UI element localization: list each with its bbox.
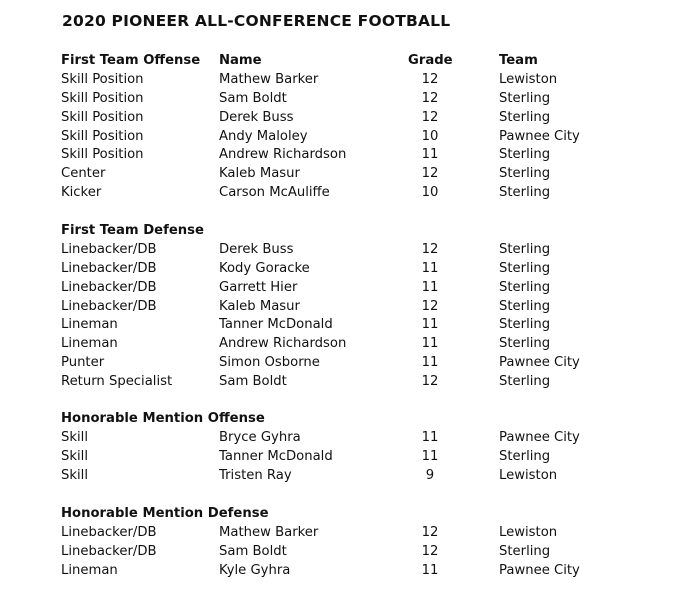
table-row xyxy=(0,316,691,335)
section-header-row xyxy=(0,410,691,429)
name-cell: Andrew Richardson xyxy=(219,336,347,352)
position-cell: Skill Position xyxy=(61,147,144,163)
team-cell: Sterling xyxy=(499,90,551,106)
team-cell: Sterling xyxy=(499,185,551,201)
table-row xyxy=(0,90,691,109)
grade-cell: 12 xyxy=(421,71,439,87)
section-header-row xyxy=(0,505,691,524)
team-cell: Lewiston xyxy=(499,524,558,540)
position-cell: Skill Position xyxy=(61,71,144,87)
grade-cell: 12 xyxy=(421,298,439,314)
name-cell: Sam Boldt xyxy=(219,374,287,390)
name-cell: Sam Boldt xyxy=(219,90,287,106)
name-cell: Kaleb Masur xyxy=(219,166,300,182)
table-row xyxy=(0,71,691,90)
name-cell: Kody Goracke xyxy=(219,260,310,276)
position-cell: Skill Position xyxy=(61,109,144,125)
grade-cell: 12 xyxy=(421,543,439,559)
column-header-team: Team xyxy=(499,53,538,68)
table-row xyxy=(0,298,691,317)
grade-cell: 11 xyxy=(421,147,439,163)
team-cell: Sterling xyxy=(499,298,551,314)
team-cell: Pawnee City xyxy=(499,429,580,445)
grade-cell: 12 xyxy=(421,524,439,540)
grade-cell: 12 xyxy=(421,374,439,390)
team-cell: Sterling xyxy=(499,147,551,163)
name-cell: Kaleb Masur xyxy=(219,298,300,314)
team-cell: Sterling xyxy=(499,260,551,276)
team-cell: Sterling xyxy=(499,336,551,352)
grade-cell: 12 xyxy=(421,109,439,125)
grade-cell: 11 xyxy=(421,260,439,276)
table-row xyxy=(0,562,691,581)
table-row xyxy=(0,241,691,260)
table-row xyxy=(0,146,691,165)
column-header-grade: Grade xyxy=(408,53,453,68)
section-first-team-defense xyxy=(0,222,691,392)
team-cell: Sterling xyxy=(499,317,551,333)
name-cell: Derek Buss xyxy=(219,241,294,257)
table-row xyxy=(0,165,691,184)
name-cell: Bryce Gyhra xyxy=(219,429,301,445)
table-row xyxy=(0,429,691,448)
team-cell: Lewiston xyxy=(499,467,558,483)
table-row xyxy=(0,260,691,279)
grade-cell: 11 xyxy=(421,279,439,295)
grade-cell: 12 xyxy=(421,90,439,106)
position-cell: Lineman xyxy=(61,562,118,578)
position-cell: Skill xyxy=(61,429,88,445)
table-row xyxy=(0,467,691,486)
position-cell: Skill xyxy=(61,448,88,464)
grade-cell: 11 xyxy=(421,429,439,445)
position-cell: Skill Position xyxy=(61,128,144,144)
position-cell: Center xyxy=(61,166,106,182)
name-cell: Tristen Ray xyxy=(219,467,292,483)
section-header-row xyxy=(0,52,691,71)
table-row xyxy=(0,354,691,373)
grade-cell: 11 xyxy=(421,562,439,578)
table-row xyxy=(0,448,691,467)
section-first-team-offense xyxy=(0,52,691,203)
name-cell: Simon Osborne xyxy=(219,355,320,371)
grade-cell: 10 xyxy=(421,185,439,201)
team-cell: Sterling xyxy=(499,241,551,257)
team-cell: Lewiston xyxy=(499,71,558,87)
section-honorable-mention-offense xyxy=(0,410,691,486)
grade-cell: 11 xyxy=(421,448,439,464)
name-cell: Tanner McDonald xyxy=(219,317,333,333)
team-cell: Pawnee City xyxy=(499,355,580,371)
name-cell: Andrew Richardson xyxy=(219,147,347,163)
document-title: 2020 PIONEER ALL-CONFERENCE FOOTBALL xyxy=(62,12,451,30)
position-cell: Linebacker/DB xyxy=(61,298,157,314)
team-cell: Pawnee City xyxy=(499,562,580,578)
name-cell: Andy Maloley xyxy=(219,128,308,144)
team-cell: Sterling xyxy=(499,109,551,125)
position-cell: Lineman xyxy=(61,317,118,333)
grade-cell: 9 xyxy=(425,467,435,483)
position-cell: Lineman xyxy=(61,336,118,352)
table-row xyxy=(0,373,691,392)
section-heading: Honorable Mention Defense xyxy=(61,506,269,521)
grade-cell: 10 xyxy=(421,128,439,144)
table-row xyxy=(0,279,691,298)
position-cell: Skill Position xyxy=(61,90,144,106)
team-cell: Sterling xyxy=(499,279,551,295)
name-cell: Derek Buss xyxy=(219,109,294,125)
position-cell: Linebacker/DB xyxy=(61,241,157,257)
name-cell: Carson McAuliffe xyxy=(219,185,330,201)
team-cell: Sterling xyxy=(499,166,551,182)
position-cell: Linebacker/DB xyxy=(61,524,157,540)
team-cell: Sterling xyxy=(499,543,551,559)
name-cell: Mathew Barker xyxy=(219,524,319,540)
team-cell: Pawnee City xyxy=(499,128,580,144)
name-cell: Garrett Hier xyxy=(219,279,298,295)
position-cell: Return Specialist xyxy=(61,374,173,390)
name-cell: Sam Boldt xyxy=(219,543,287,559)
position-cell: Linebacker/DB xyxy=(61,543,157,559)
team-cell: Sterling xyxy=(499,448,551,464)
grade-cell: 12 xyxy=(421,241,439,257)
position-cell: Linebacker/DB xyxy=(61,279,157,295)
position-cell: Linebacker/DB xyxy=(61,260,157,276)
name-cell: Mathew Barker xyxy=(219,71,319,87)
grade-cell: 11 xyxy=(421,355,439,371)
table-row xyxy=(0,184,691,203)
column-header-name: Name xyxy=(219,53,262,68)
section-heading: Honorable Mention Offense xyxy=(61,411,265,426)
position-cell: Punter xyxy=(61,355,105,371)
table-row xyxy=(0,109,691,128)
team-cell: Sterling xyxy=(499,374,551,390)
section-heading: First Team Offense xyxy=(61,53,201,68)
section-heading: First Team Defense xyxy=(61,223,204,238)
table-row xyxy=(0,543,691,562)
section-header-row xyxy=(0,222,691,241)
grade-cell: 12 xyxy=(421,166,439,182)
name-cell: Kyle Gyhra xyxy=(219,562,291,578)
section-honorable-mention-defense xyxy=(0,505,691,581)
grade-cell: 11 xyxy=(421,317,439,333)
position-cell: Kicker xyxy=(61,185,102,201)
name-cell: Tanner McDonald xyxy=(219,448,333,464)
table-row xyxy=(0,524,691,543)
table-row xyxy=(0,335,691,354)
position-cell: Skill xyxy=(61,467,88,483)
table-row xyxy=(0,128,691,147)
grade-cell: 11 xyxy=(421,336,439,352)
